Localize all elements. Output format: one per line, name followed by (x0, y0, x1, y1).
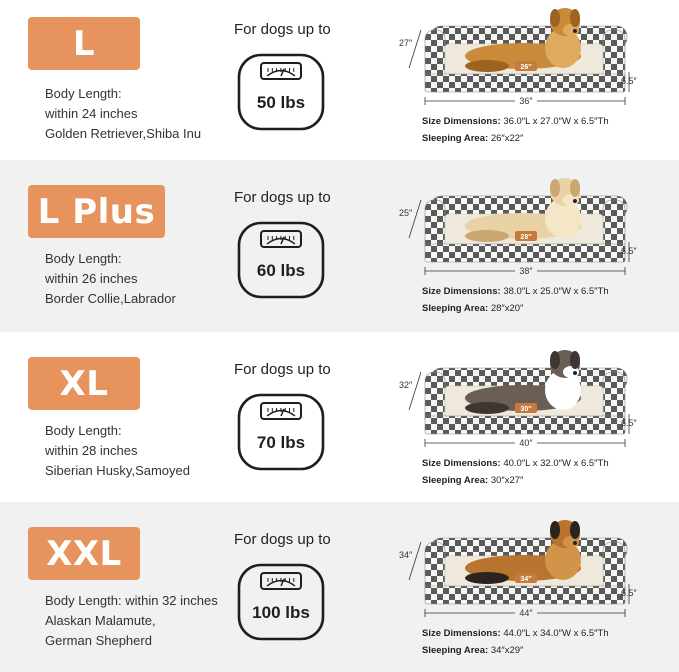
sleeping-area-label: Sleeping Area: (422, 133, 489, 144)
for-dogs-label: For dogs up to (234, 189, 331, 206)
for-dogs-label: For dogs up to (234, 531, 331, 548)
size-badge: XXL (28, 527, 140, 580)
dimensions-text (422, 283, 609, 317)
size-row-0 (0, 0, 679, 160)
size-dimensions-label: Size Dimensions: (422, 458, 501, 469)
size-dimensions-line (422, 625, 609, 642)
size-tag-label: 28″ (520, 234, 532, 241)
body-length-line: within 24 inches (45, 106, 138, 121)
sleeping-area-label: Sleeping Area: (422, 475, 489, 486)
body-length-line: Alaskan Malamute, (45, 613, 156, 628)
body-length-line: Siberian Husky,Samoyed (45, 463, 190, 478)
bed-base (425, 244, 625, 262)
size-dimensions-line (422, 455, 609, 472)
body-length-line: German Shepherd (45, 633, 152, 648)
body-length-line: Body Length: (45, 86, 122, 101)
dimensions-text (422, 113, 609, 147)
body-length-line: Body Length: within 32 inches (45, 593, 218, 608)
dog-bed-illustration (395, 346, 645, 456)
scale-icon (237, 393, 325, 471)
size-dimensions-label: Size Dimensions: (422, 628, 501, 639)
scale-icon (237, 53, 325, 131)
size-dimensions-value: 36.0″L x 27.0″W x 6.5″Th (503, 116, 609, 127)
size-dimensions-line (422, 113, 609, 130)
size-row-1 (0, 160, 679, 332)
body-length-text (45, 591, 218, 651)
body-length-line: Body Length: (45, 251, 122, 266)
weight-value: 60 lbs (256, 261, 306, 280)
for-dogs-label: For dogs up to (234, 21, 331, 38)
weight-scale (237, 563, 325, 641)
size-badge: XL (28, 357, 140, 410)
dog-bed-illustration (395, 516, 645, 626)
height-label: 6.5″ (621, 418, 637, 428)
sleeping-area-line (422, 300, 609, 317)
weight-scale (237, 53, 325, 131)
length-label: 38″ (519, 266, 533, 276)
height-label: 6.5″ (621, 588, 637, 598)
weight-value: 50 lbs (256, 93, 306, 112)
size-row-3 (0, 502, 679, 672)
dog-bed-illustration (395, 174, 645, 284)
size-dimensions-value: 38.0″L x 25.0″W x 6.5″Th (503, 286, 609, 297)
body-length-line: Border Collie,Labrador (45, 291, 176, 306)
sleeping-area-label: Sleeping Area: (422, 303, 489, 314)
sleeping-area-line (422, 642, 609, 659)
length-label: 40″ (519, 438, 533, 448)
height-label: 6.5″ (621, 246, 637, 256)
length-label: 36″ (519, 96, 533, 106)
bed-base (425, 416, 625, 434)
size-tag-label: 30″ (520, 406, 532, 413)
body-length-line: within 28 inches (45, 443, 138, 458)
size-dimensions-value: 40.0″L x 32.0″W x 6.5″Th (503, 458, 609, 469)
width-label: 32″ (399, 380, 413, 390)
body-length-line: within 26 inches (45, 271, 138, 286)
width-label: 34″ (399, 550, 413, 560)
size-row-2 (0, 332, 679, 502)
size-dimensions-value: 44.0″L x 34.0″W x 6.5″Th (503, 628, 609, 639)
size-tag-label: 34″ (520, 576, 532, 583)
sleeping-area-value: 34″x29″ (490, 645, 524, 656)
length-label: 44″ (519, 608, 533, 618)
size-badge: L (28, 17, 140, 70)
dog-bed-illustration (395, 4, 645, 114)
scale-icon (237, 563, 325, 641)
dimensions-text (422, 455, 609, 489)
sleeping-area-label: Sleeping Area: (422, 645, 489, 656)
dimensions-text (422, 625, 609, 659)
body-length-text (45, 84, 201, 144)
size-dimensions-label: Size Dimensions: (422, 286, 501, 297)
body-length-text (45, 249, 176, 309)
width-label: 27″ (399, 38, 413, 48)
sleeping-area-line (422, 130, 609, 147)
width-label: 25″ (399, 208, 413, 218)
weight-scale (237, 221, 325, 299)
height-label: 6.5″ (621, 76, 637, 86)
weight-value: 70 lbs (256, 433, 306, 452)
body-length-text (45, 421, 190, 481)
body-length-line: Body Length: (45, 423, 122, 438)
size-dimensions-line (422, 283, 609, 300)
sleeping-area-line (422, 472, 609, 489)
size-badge: L Plus (28, 185, 165, 238)
sleeping-area-value: 26″x22″ (490, 133, 524, 144)
sleeping-area-value: 28″x20″ (490, 303, 524, 314)
for-dogs-label: For dogs up to (234, 361, 331, 378)
weight-value: 100 lbs (252, 603, 310, 622)
size-tag-label: 26″ (520, 64, 532, 71)
scale-icon (237, 221, 325, 299)
body-length-line: Golden Retriever,Shiba Inu (45, 126, 202, 141)
sleeping-area-value: 30″x27″ (490, 475, 524, 486)
weight-scale (237, 393, 325, 471)
size-dimensions-label: Size Dimensions: (422, 116, 501, 127)
bed-base (425, 586, 625, 604)
bed-base (425, 74, 625, 92)
